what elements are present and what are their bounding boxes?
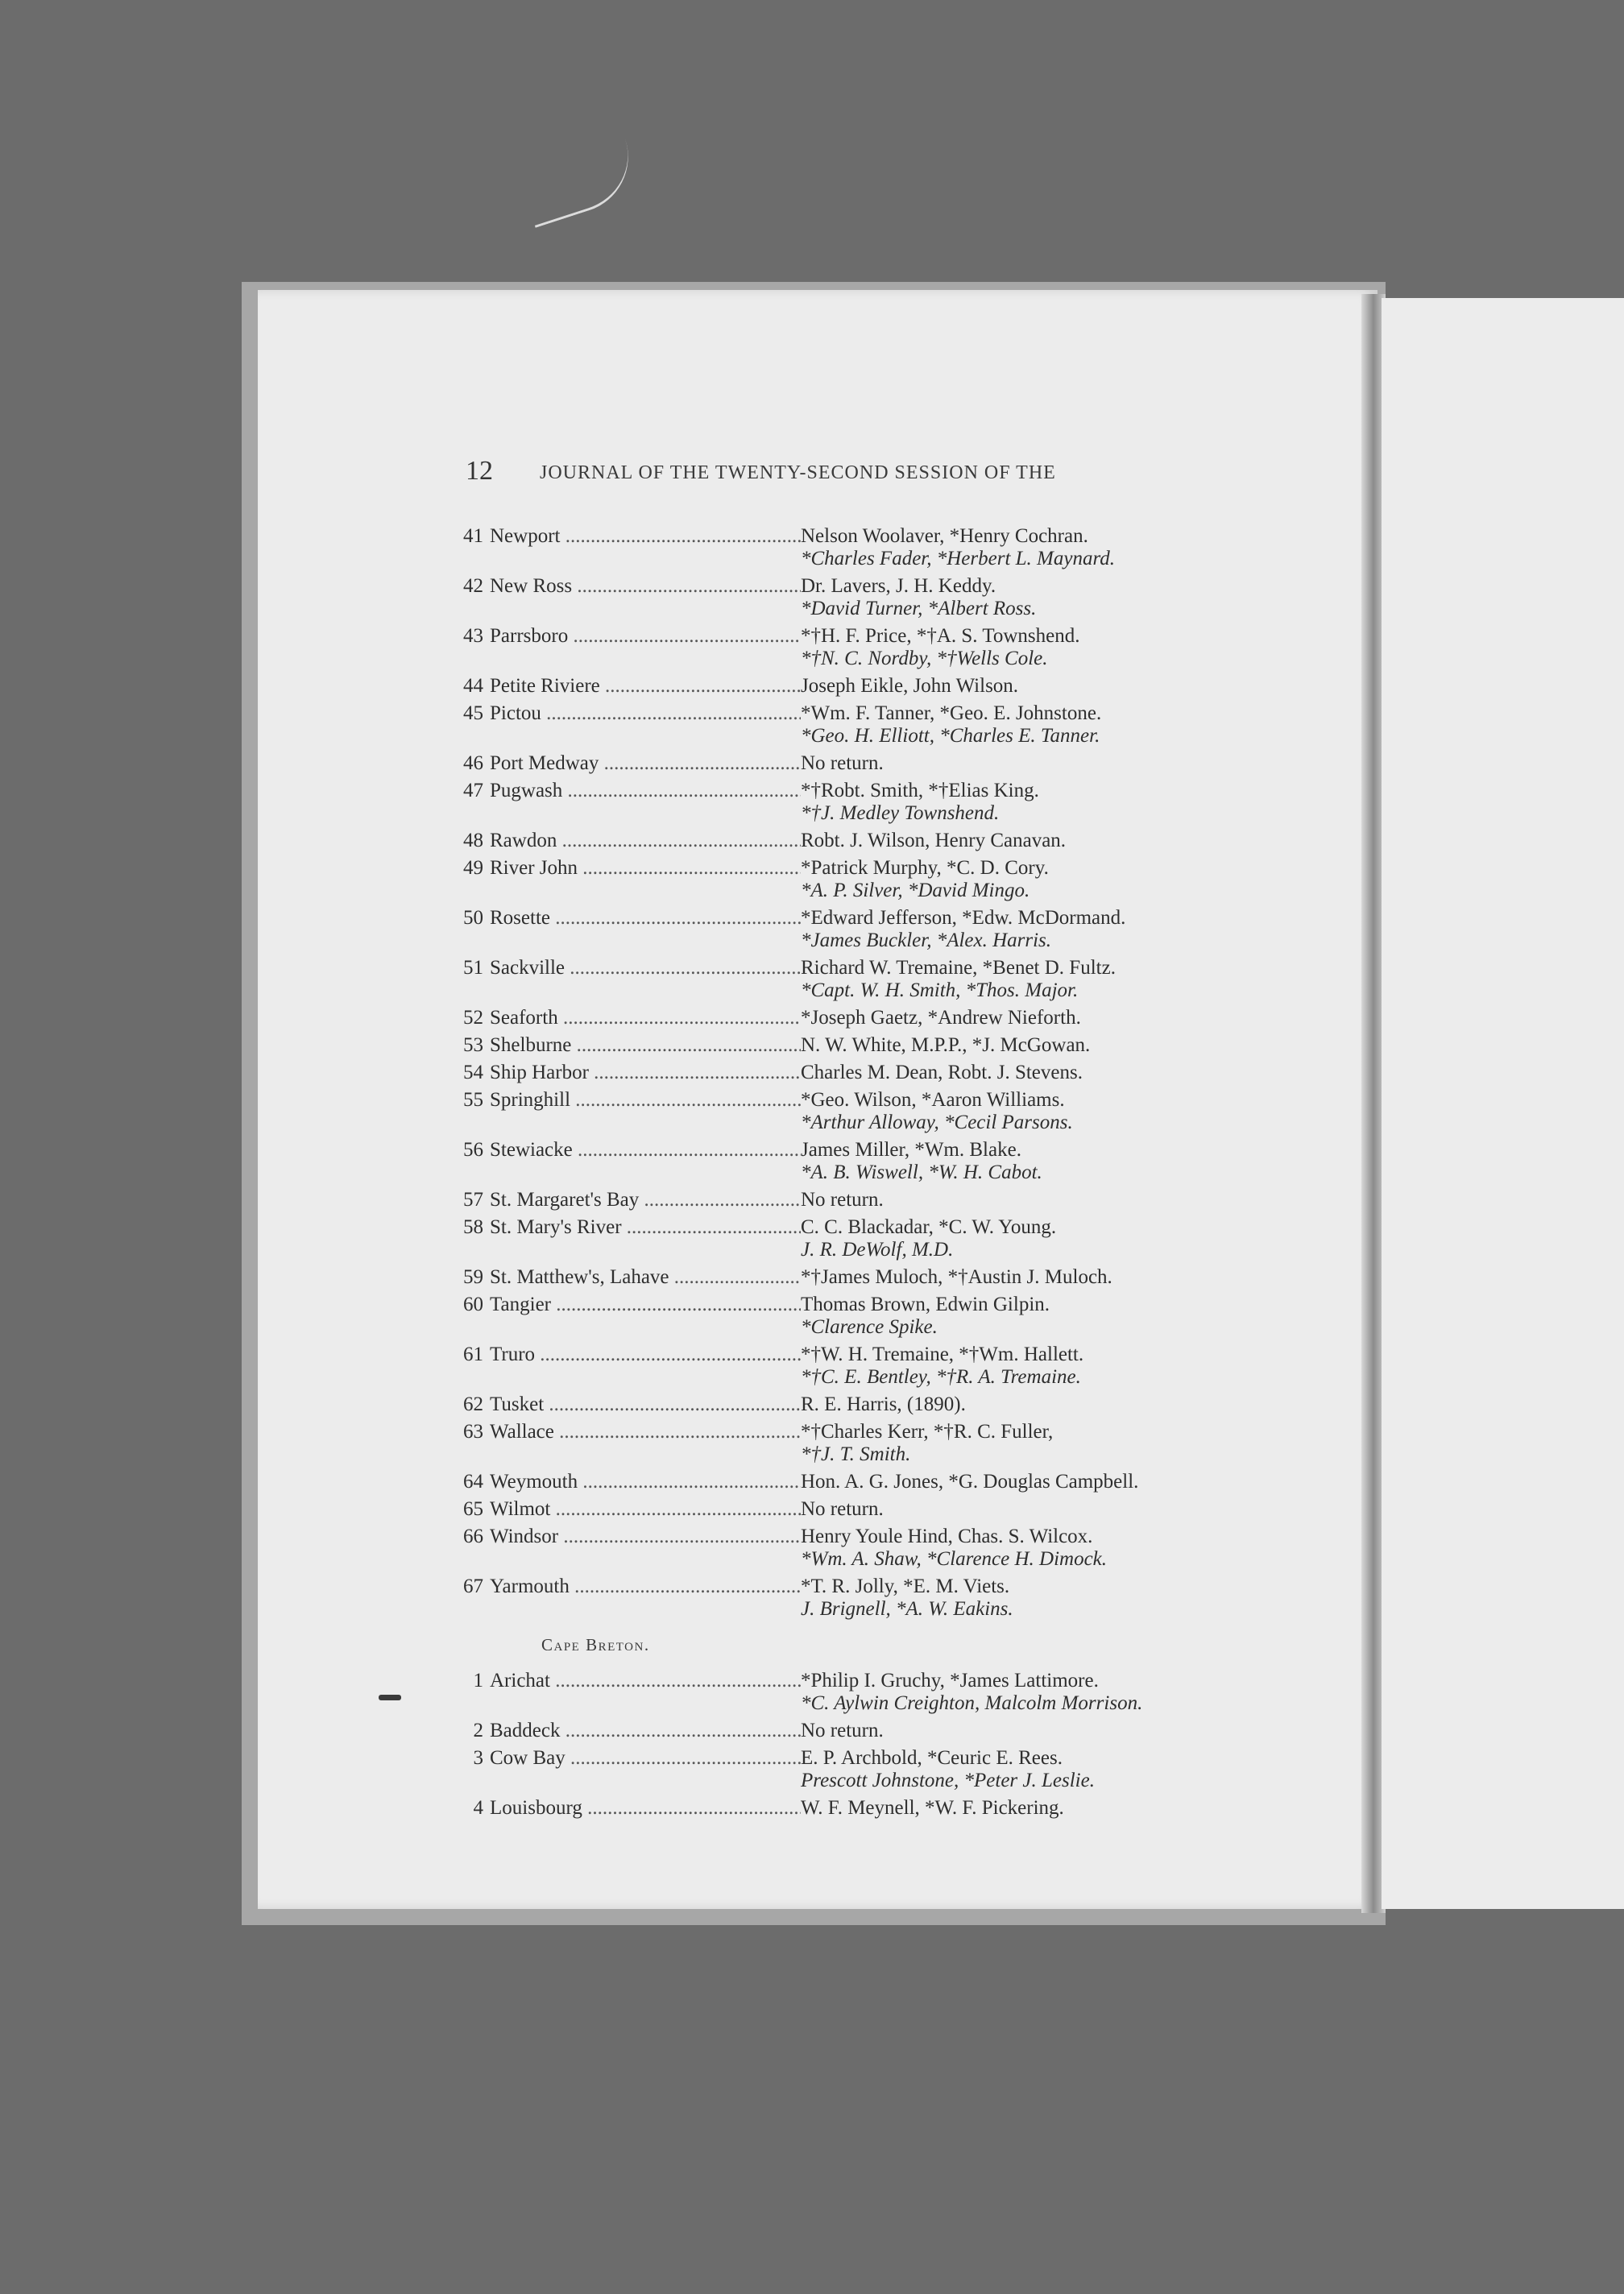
entry-number: 44 <box>463 675 483 697</box>
list-item <box>446 1526 1252 1571</box>
place-name: Arichat ..... <box>490 1670 801 1715</box>
names <box>801 1393 1252 1416</box>
entry-number: 64 <box>463 1471 483 1493</box>
names-line: Joseph Eikle, John Wilson. <box>801 675 1019 697</box>
entry-number: 47 <box>463 780 483 801</box>
entry-number: 66 <box>463 1526 483 1547</box>
place-name: Pictou ..... <box>490 702 801 747</box>
place-name: River John ..... <box>490 857 801 902</box>
names-line: No return. <box>801 1498 884 1520</box>
place-name: St. Matthew's, Lahave ..... <box>490 1266 801 1289</box>
names-line: *Geo. Wilson, *Aaron Williams. <box>801 1089 1065 1111</box>
entry-number: 50 <box>463 907 483 929</box>
list-item <box>446 1062 1252 1084</box>
constituency-list <box>446 525 1252 1824</box>
names <box>801 1526 1252 1571</box>
names <box>801 525 1252 570</box>
names <box>801 675 1252 698</box>
place-name: Seaforth ..... <box>490 1007 801 1029</box>
names-line: R. E. Harris, (1890). <box>801 1393 966 1415</box>
entry-number: 43 <box>463 625 483 647</box>
entry-number: 59 <box>463 1266 483 1288</box>
entry-number: 61 <box>463 1344 483 1365</box>
names <box>801 702 1252 747</box>
entry-number: 62 <box>463 1393 483 1415</box>
names <box>801 1498 1252 1521</box>
place-name: Sackville ..... <box>490 957 801 1002</box>
names <box>801 625 1252 670</box>
names-line-italic: *†N. C. Nordby, *†Wells Cole. <box>801 648 1048 669</box>
entry-number: 1 <box>473 1670 483 1692</box>
place-name: St. Margaret's Bay ..... <box>490 1189 801 1211</box>
names <box>801 1189 1252 1211</box>
right-page <box>1382 298 1624 1909</box>
entry-number: 48 <box>463 830 483 851</box>
names-line: Dr. Lavers, J. H. Keddy. <box>801 575 996 597</box>
names-line-italic: *Arthur Alloway, *Cecil Parsons. <box>801 1112 1073 1133</box>
names <box>801 957 1252 1002</box>
place-name: Louisbourg ..... <box>490 1797 801 1820</box>
place-name: Weymouth ..... <box>490 1471 801 1493</box>
list-item <box>446 830 1252 852</box>
place-name: Stewiacke ..... <box>490 1139 801 1184</box>
names <box>801 907 1252 952</box>
names <box>801 1471 1252 1493</box>
names-line-italic: *Clarence Spike. <box>801 1316 938 1338</box>
place-name: Parrsboro ..... <box>490 625 801 670</box>
list-item <box>446 1294 1252 1339</box>
place-name: Port Medway ..... <box>490 752 801 775</box>
entry-number: 53 <box>463 1034 483 1056</box>
list-item <box>446 1471 1252 1493</box>
list-item <box>446 1797 1252 1820</box>
place-name: Cow Bay ..... <box>490 1747 801 1792</box>
list-item <box>446 1421 1252 1466</box>
page-number: 12 <box>466 456 493 486</box>
entry-number: 45 <box>463 702 483 724</box>
names <box>801 575 1252 620</box>
list-item <box>446 1034 1252 1057</box>
list-item <box>446 907 1252 952</box>
names <box>801 1062 1252 1084</box>
names <box>801 1421 1252 1466</box>
names-line-italic: *James Buckler, *Alex. Harris. <box>801 930 1052 951</box>
names <box>801 857 1252 902</box>
names-line-italic: *Capt. W. H. Smith, *Thos. Major. <box>801 979 1079 1001</box>
list-item <box>446 752 1252 775</box>
names-line: *Joseph Gaetz, *Andrew Nieforth. <box>801 1007 1081 1029</box>
names-line-italic: Prescott Johnstone, *Peter J. Leslie. <box>801 1770 1095 1791</box>
names-line: Thomas Brown, Edwin Gilpin. <box>801 1294 1050 1315</box>
names-line: C. C. Blackadar, *C. W. Young. <box>801 1216 1057 1238</box>
place-name: Wallace ..... <box>490 1421 801 1466</box>
names-line: *Patrick Murphy, *C. D. Cory. <box>801 857 1049 879</box>
place-name: Truro ..... <box>490 1344 801 1389</box>
entry-number: 57 <box>463 1189 483 1211</box>
place-name: Tangier ..... <box>490 1294 801 1339</box>
place-name: Rawdon ..... <box>490 830 801 852</box>
place-name: Windsor ..... <box>490 1526 801 1571</box>
margin-mark <box>379 1695 401 1700</box>
names <box>801 1216 1252 1261</box>
names-line: Henry Youle Hind, Chas. S. Wilcox. <box>801 1526 1093 1547</box>
names-line: Hon. A. G. Jones, *G. Douglas Campbell. <box>801 1471 1139 1493</box>
running-head: JOURNAL OF THE TWENTY-SECOND SESSION OF THE <box>540 462 1056 483</box>
place-name: Shelburne ..... <box>490 1034 801 1057</box>
list-item <box>446 675 1252 698</box>
names-line: No return. <box>801 1189 884 1211</box>
entry-number: 63 <box>463 1421 483 1443</box>
names <box>801 1670 1252 1715</box>
names-line: No return. <box>801 1720 884 1741</box>
place-name: Petite Riviere ..... <box>490 675 801 698</box>
names-line-italic: *Geo. H. Elliott, *Charles E. Tanner. <box>801 725 1100 747</box>
place-name: Wilmot ..... <box>490 1498 801 1521</box>
place-name: Baddeck ..... <box>490 1720 801 1742</box>
place-name: Pugwash ..... <box>490 780 801 825</box>
entry-number: 67 <box>463 1576 483 1597</box>
entry-number: 4 <box>473 1797 483 1819</box>
list-item <box>446 957 1252 1002</box>
list-item <box>446 857 1252 902</box>
list-item <box>446 1089 1252 1134</box>
list-item <box>446 780 1252 825</box>
names-line: Nelson Woolaver, *Henry Cochran. <box>801 525 1088 547</box>
names-line: No return. <box>801 752 884 774</box>
place-name: St. Mary's River ..... <box>490 1216 801 1261</box>
list-item <box>446 575 1252 620</box>
entry-number: 54 <box>463 1062 483 1083</box>
names <box>801 1720 1252 1742</box>
names-line: W. F. Meynell, *W. F. Pickering. <box>801 1797 1064 1819</box>
names <box>801 1294 1252 1339</box>
entry-number: 56 <box>463 1139 483 1161</box>
names-line: *T. R. Jolly, *E. M. Viets. <box>801 1576 1010 1597</box>
place-name: Yarmouth ..... <box>490 1576 801 1621</box>
names <box>801 1576 1252 1621</box>
list-item <box>446 1498 1252 1521</box>
names-line-italic: *†J. T. Smith. <box>801 1443 911 1465</box>
list-item <box>446 1189 1252 1211</box>
entry-number: 58 <box>463 1216 483 1238</box>
entry-number: 41 <box>463 525 483 547</box>
names-line: *Edward Jefferson, *Edw. McDormand. <box>801 907 1126 929</box>
list-item <box>446 1720 1252 1742</box>
entry-number: 52 <box>463 1007 483 1029</box>
list-item <box>446 702 1252 747</box>
names <box>801 830 1252 852</box>
names-line: *†W. H. Tremaine, *†Wm. Hallett. <box>801 1344 1084 1365</box>
list-item <box>446 525 1252 570</box>
names <box>801 1797 1252 1820</box>
entry-number: 65 <box>463 1498 483 1520</box>
entry-number: 55 <box>463 1089 483 1111</box>
place-name: Springhill ..... <box>490 1089 801 1134</box>
list-item <box>446 625 1252 670</box>
list-item <box>446 1344 1252 1389</box>
list-item <box>446 1670 1252 1715</box>
entry-number: 42 <box>463 575 483 597</box>
list-item <box>446 1393 1252 1416</box>
names-line-italic: *C. Aylwin Creighton, Malcolm Morrison. <box>801 1692 1143 1714</box>
names <box>801 780 1252 825</box>
names-line-italic: J. R. DeWolf, M.D. <box>801 1239 954 1261</box>
names-line-italic: J. Brignell, *A. W. Eakins. <box>801 1598 1013 1620</box>
names-line-italic: *†J. Medley Townshend. <box>801 802 1000 824</box>
place-name: Ship Harbor ..... <box>490 1062 801 1084</box>
names-line: *†James Muloch, *†Austin J. Muloch. <box>801 1266 1112 1288</box>
names <box>801 1747 1252 1792</box>
names <box>801 1344 1252 1389</box>
names-line-italic: *A. B. Wiswell, *W. H. Cabot. <box>801 1161 1042 1183</box>
names-line: E. P. Archbold, *Ceuric E. Rees. <box>801 1747 1063 1769</box>
names <box>801 1007 1252 1029</box>
names-line: *†H. F. Price, *†A. S. Townshend. <box>801 625 1080 647</box>
names-line: Robt. J. Wilson, Henry Canavan. <box>801 830 1067 851</box>
list-item <box>446 1216 1252 1261</box>
place-name: Tusket ..... <box>490 1393 801 1416</box>
names-line: Richard W. Tremaine, *Benet D. Fultz. <box>801 957 1116 979</box>
list-item <box>446 1266 1252 1289</box>
list-item <box>446 1747 1252 1792</box>
page-header <box>466 456 1271 488</box>
names-line: N. W. White, M.P.P., *J. McGowan. <box>801 1034 1091 1056</box>
names-line: *Wm. F. Tanner, *Geo. E. Johnstone. <box>801 702 1102 724</box>
names <box>801 1089 1252 1134</box>
entry-number: 49 <box>463 857 483 879</box>
names-line-italic: *Wm. A. Shaw, *Clarence H. Dimock. <box>801 1548 1108 1570</box>
names-line: Charles M. Dean, Robt. J. Stevens. <box>801 1062 1083 1083</box>
list-item <box>446 1007 1252 1029</box>
place-name: New Ross ..... <box>490 575 801 620</box>
names <box>801 1034 1252 1057</box>
list-item <box>446 1576 1252 1621</box>
place-name: Newport ..... <box>490 525 801 570</box>
scratch-mark <box>517 137 643 228</box>
names-line: *†Charles Kerr, *†R. C. Fuller, <box>801 1421 1054 1443</box>
names-line-italic: *Charles Fader, *Herbert L. Maynard. <box>801 548 1116 569</box>
entry-number: 46 <box>463 752 483 774</box>
names-line: *†Robt. Smith, *†Elias King. <box>801 780 1039 801</box>
names-line: *Philip I. Gruchy, *James Lattimore. <box>801 1670 1099 1692</box>
names <box>801 1139 1252 1184</box>
entry-number: 51 <box>463 957 483 979</box>
entry-number: 3 <box>473 1747 483 1769</box>
entry-number: 2 <box>473 1720 483 1741</box>
names-line: James Miller, *Wm. Blake. <box>801 1139 1021 1161</box>
section-heading: Cape Breton. <box>541 1635 650 1654</box>
entry-number: 60 <box>463 1294 483 1315</box>
names <box>801 1266 1252 1289</box>
names-line-italic: *†C. E. Bentley, *†R. A. Tremaine. <box>801 1366 1081 1388</box>
names <box>801 752 1252 775</box>
names-line-italic: *David Turner, *Albert Ross. <box>801 598 1037 619</box>
place-name: Rosette ..... <box>490 907 801 952</box>
names-line-italic: *A. P. Silver, *David Mingo. <box>801 880 1030 901</box>
list-item <box>446 1139 1252 1184</box>
